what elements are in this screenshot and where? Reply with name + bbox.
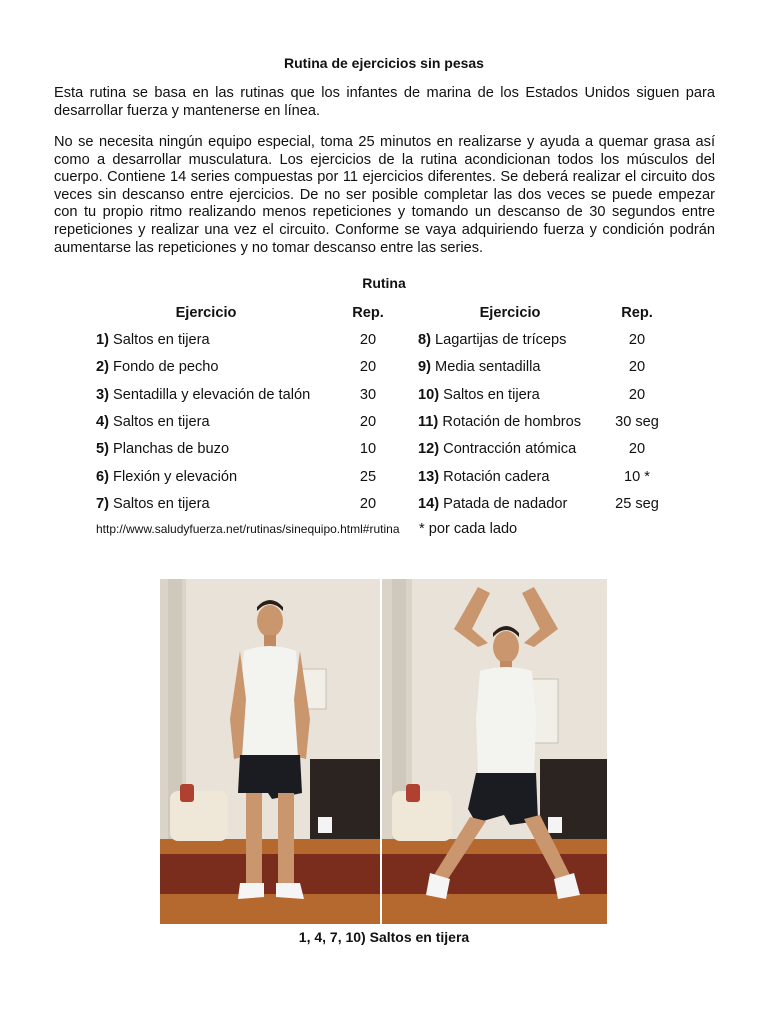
exercise-number: 1) — [96, 332, 109, 348]
exercise-row-left — [96, 331, 210, 349]
exercise-row-right — [418, 331, 566, 349]
exercise-number: 12) — [418, 441, 440, 458]
exercise-reps: 20 — [359, 332, 377, 348]
exercise-row-left — [96, 495, 210, 513]
right-reps-header: Rep. — [621, 305, 653, 321]
exercise-name: Contracción atómica — [443, 441, 577, 458]
left-reps-header: Rep. — [352, 305, 384, 321]
exercise-name: Media sentadilla — [435, 359, 541, 376]
exercise-number: 5) — [96, 441, 109, 458]
photo-standing — [160, 579, 380, 924]
exercise-reps: 20 — [628, 441, 646, 458]
exercise-number: 13) — [418, 468, 440, 485]
left-exercise-header: Ejercicio — [175, 305, 237, 321]
exercise-reps: 20 — [628, 359, 646, 376]
exercise-row-right — [418, 358, 541, 376]
exercise-reps: 10 * — [624, 468, 650, 485]
exercise-row-right — [418, 440, 576, 458]
exercise-row-right — [418, 386, 540, 404]
exercise-number: 8) — [418, 332, 431, 348]
exercise-name: Fondo de pecho — [113, 359, 219, 376]
exercise-reps: 20 — [628, 386, 646, 403]
right-exercise-header: Ejercicio — [479, 305, 541, 321]
footnote: * por cada lado — [419, 521, 518, 537]
exercise-name: Patada de nadador — [443, 495, 568, 512]
page-title: Rutina de ejercicios sin pesas — [284, 55, 484, 71]
exercise-row-right — [418, 495, 567, 513]
exercise-reps: 30 seg — [615, 413, 659, 430]
exercise-reps: 20 — [628, 332, 646, 348]
exercise-name: Rotación de hombros — [442, 413, 582, 430]
exercise-number: 14) — [418, 495, 440, 512]
exercise-row-right — [418, 468, 549, 486]
routine-heading: Rutina — [362, 275, 406, 291]
exercise-reps: 20 — [359, 359, 377, 376]
exercise-reps: 20 — [359, 413, 377, 430]
photo-caption: 1, 4, 7, 10) Saltos en tijera — [298, 929, 470, 945]
exercise-name: Saltos en tijera — [443, 386, 540, 403]
exercise-reps: 10 — [359, 441, 377, 458]
exercise-row-left — [96, 386, 310, 404]
exercise-reps: 25 — [359, 468, 377, 485]
exercise-name: Planchas de buzo — [113, 441, 230, 458]
exercise-number: 4) — [96, 413, 109, 430]
exercise-number: 11) — [418, 413, 439, 430]
exercise-reps: 20 — [359, 495, 377, 512]
intro-paragraph: Esta rutina se basa en las rutinas que los infantes de marina de los Estados Unidos siguen para desarrollar fuerza y mantenerse en línea. — [54, 85, 715, 119]
exercise-reps: 30 — [359, 386, 377, 403]
exercise-row-right — [418, 413, 581, 431]
exercise-number: 2) — [96, 359, 109, 376]
exercise-name: Sentadilla y elevación de talón — [113, 386, 311, 403]
exercise-name: Saltos en tijera — [113, 413, 210, 430]
exercise-number: 10) — [418, 386, 440, 403]
exercise-number: 9) — [418, 359, 431, 376]
details-paragraph: No se necesita ningún equipo especial, toma 25 minutos en realizarse y ayuda a quemar grasa así como a desarrollar musculatura. Los ejercicios de la rutina acondicionan todos los músculos del cuerpo. Contiene 14 series compuestas por 11 ejercicios diferentes. Se deberá realizar el circuito dos veces sin descanso entre ejercicios. De no ser posible completar las dos veces se puede empezar con tu propio ritmo realizando menos repeticiones y tomando un descanso de 30 segundos entre repeticiones y realizar una vez el circuito. Conforme se vaya adquiriendo fuerza y condición podrán aumentarse las repeticiones y no tomar descanso entre las series. — [54, 134, 715, 256]
exercise-number: 3) — [96, 386, 109, 403]
exercise-name: Saltos en tijera — [113, 495, 210, 512]
exercise-row-left — [96, 468, 237, 486]
exercise-reps: 25 seg — [615, 495, 659, 512]
exercise-row-left — [96, 413, 210, 431]
exercise-number: 7) — [96, 495, 109, 512]
exercise-name: Saltos en tijera — [113, 332, 210, 348]
exercise-number: 6) — [96, 468, 109, 485]
exercise-name: Lagartijas de tríceps — [435, 332, 567, 348]
exercise-row-left — [96, 440, 229, 458]
exercise-row-left — [96, 358, 219, 376]
exercise-name: Flexión y elevación — [113, 468, 238, 485]
photo-jumping-jack — [382, 579, 607, 924]
exercise-name: Rotación cadera — [443, 468, 550, 485]
source-url: http://www.saludyfuerza.net/rutinas/sinequipo.html#rutina — [96, 522, 400, 536]
